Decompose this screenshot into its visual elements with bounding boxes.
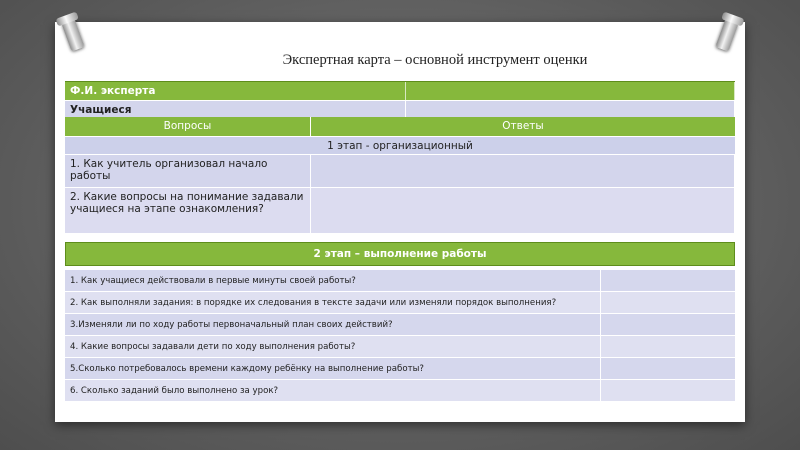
table-row <box>65 358 735 380</box>
stage2-title-row <box>65 242 735 266</box>
table-row <box>65 155 735 188</box>
question-text: 3.Изменяли ли по ходу работы первоначальный план своих действий? <box>65 314 601 335</box>
stage1-title-row <box>65 137 735 155</box>
question-text: 1. Как учащиеся действовали в первые минуты своей работы? <box>65 270 601 291</box>
answer-cell[interactable] <box>601 292 735 313</box>
answer-cell[interactable] <box>601 314 735 335</box>
expert-name-value[interactable] <box>406 82 735 100</box>
question-text: 5.Сколько потребовалось времени каждому ребёнку на выполнение работы? <box>65 358 601 379</box>
answer-cell[interactable] <box>601 336 735 357</box>
table-row <box>65 380 735 402</box>
table-row <box>65 81 735 101</box>
question-text: 2. Какие вопросы на понимание задавали учащиеся на этапе ознакомления? <box>65 188 311 233</box>
question-text: 1. Как учитель организовал начало работы <box>65 155 311 187</box>
expert-name-label: Ф.И. эксперта <box>65 82 406 100</box>
stage1-table <box>65 117 735 234</box>
stage2-title: 2 этап – выполнение работы <box>313 248 487 260</box>
answer-cell[interactable] <box>311 155 735 187</box>
stage1-title: 1 этап - организационный <box>327 140 473 152</box>
stage2-questions <box>65 270 735 402</box>
table-row <box>65 314 735 336</box>
question-text: 4. Какие вопросы задавали дети по ходу выполнения работы? <box>65 336 601 357</box>
question-text: 6. Сколько заданий было выполнено за урок? <box>65 380 601 401</box>
question-text: 2. Как выполняли задания: в порядке их следования в тексте задачи или изменяли порядок выполнения? <box>65 292 601 313</box>
expert-info-table <box>65 81 735 121</box>
table-row <box>65 188 735 234</box>
answer-cell[interactable] <box>601 270 735 291</box>
table-row <box>65 292 735 314</box>
answer-cell[interactable] <box>601 358 735 379</box>
stage2-table <box>65 242 735 402</box>
questions-header: Вопросы <box>65 117 311 136</box>
students-label: Учащиеся <box>65 101 406 120</box>
table-header-row <box>65 117 735 137</box>
answers-header: Ответы <box>502 120 544 132</box>
page-title: Экспертная карта – основной инструмент оценки <box>282 52 588 68</box>
table-row <box>65 270 735 292</box>
table-row <box>65 336 735 358</box>
answer-cell[interactable] <box>601 380 735 401</box>
answer-cell[interactable] <box>311 188 735 233</box>
